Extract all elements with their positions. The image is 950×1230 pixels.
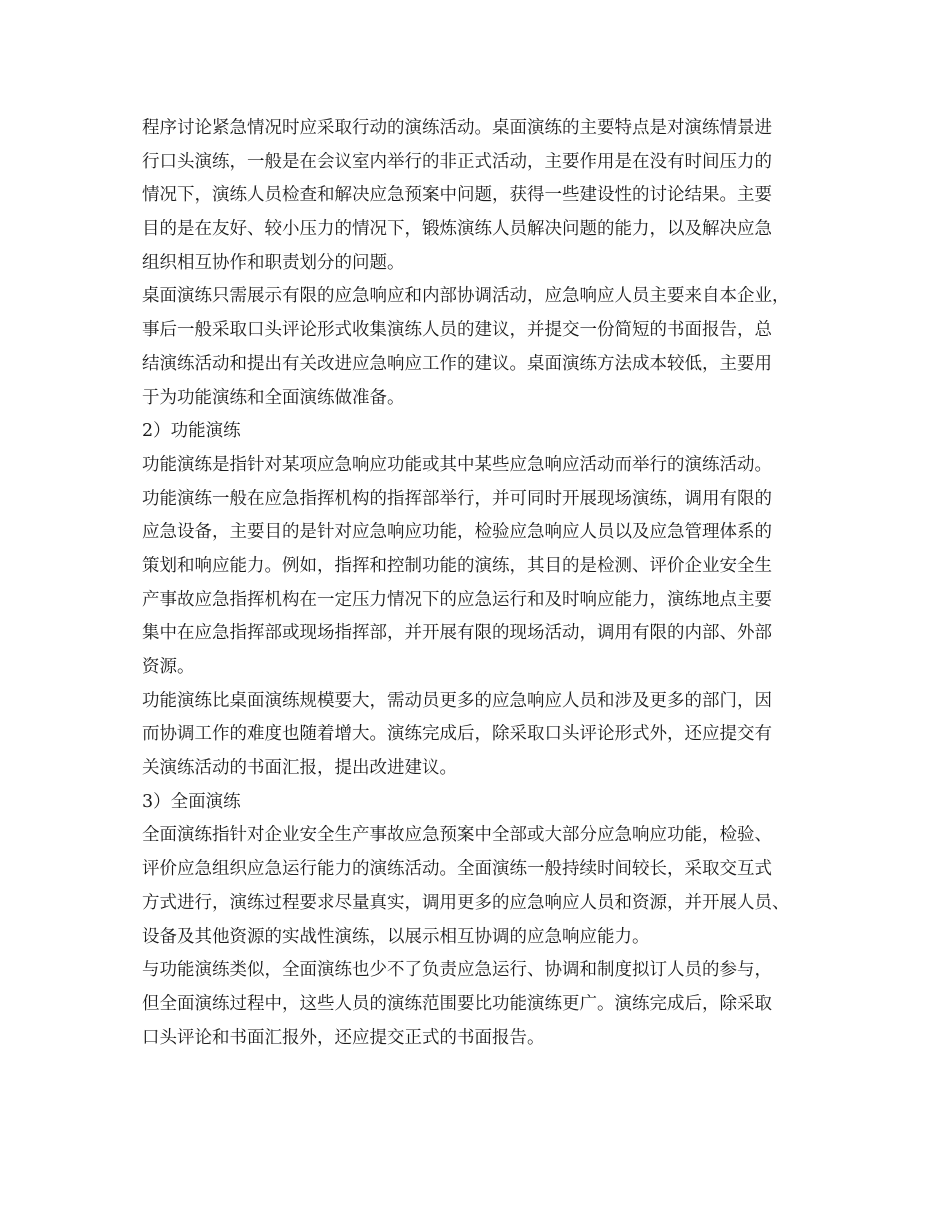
text-line: 功能演练是指针对某项应急响应功能或其中某些应急响应活动而举行的演练活动。 — [142, 454, 772, 475]
text-line: 设备及其他资源的实战性演练，以展示相互协调的应急响应能力。 — [142, 926, 650, 947]
text-line: 关演练活动的书面汇报，提出改进建议。 — [142, 758, 457, 779]
text-line: 组织相互协作和职责划分的问题。 — [142, 252, 405, 273]
section-heading: 3）全面演练 — [142, 791, 241, 812]
text-line: 情况下，演练人员检查和解决应急预案中问题，获得一些建设性的讨论结果。主要 — [142, 185, 772, 206]
text-line: 集中在应急指挥部或现场指挥部，并开展有限的现场活动，调用有限的内部、外部 — [142, 623, 772, 644]
text-line: 策划和响应能力。例如，指挥和控制功能的演练，其目的是检测、评价企业安全生 — [142, 555, 772, 576]
text-line: 产事故应急指挥机构在一定压力情况下的应急运行和及时响应能力，演练地点主要 — [142, 589, 772, 610]
text-line: 目的是在友好、较小压力的情况下，锻炼演练人员解决问题的能力，以及解决应急 — [142, 219, 772, 240]
text-line: 行口头演练，一般是在会议室内举行的非正式活动，主要作用是在没有时间压力的 — [142, 151, 772, 172]
text-line: 但全面演练过程中，这些人员的演练范围要比功能演练更广。演练完成后，除采取 — [142, 993, 772, 1014]
text-line: 结演练活动和提出有关改进应急响应工作的建议。桌面演练方法成本较低，主要用 — [142, 353, 772, 374]
text-line: 资源。 — [142, 657, 195, 677]
text-line: 口头评论和书面汇报外，还应提交正式的书面报告。 — [142, 1027, 545, 1048]
text-line: 事后一般采取口头评论形式收集演练人员的建议，并提交一份简短的书面报告，总 — [142, 320, 772, 341]
text-line: 而协调工作的难度也随着增大。演练完成后，除采取口头评论形式外，还应提交有 — [142, 724, 772, 745]
document-body — [142, 112, 832, 1055]
text-line: 与功能演练类似，全面演练也少不了负责应急运行、协调和制度拟订人员的参与， — [142, 960, 772, 981]
text-line: 桌面演练只需展示有限的应急响应和内部协调活动，应急响应人员主要来自本企业， — [142, 286, 790, 307]
text-line: 于为功能演练和全面演练做准备。 — [142, 387, 405, 408]
text-line: 功能演练一般在应急指挥机构的指挥部举行，并可同时开展现场演练，调用有限的 — [142, 488, 772, 509]
section-heading: 2）功能演练 — [142, 421, 241, 442]
text-line: 应急设备，主要目的是针对应急响应功能，检验应急响应人员以及应急管理体系的 — [142, 522, 772, 543]
text-line: 全面演练指针对企业安全生产事故应急预案中全部或大部分应急响应功能，检验、 — [142, 825, 772, 846]
text-line: 程序讨论紧急情况时应采取行动的演练活动。桌面演练的主要特点是对演练情景进 — [142, 118, 772, 138]
text-line: 方式进行，演练过程要求尽量真实，调用更多的应急响应人员和资源，并开展人员、 — [142, 892, 790, 913]
text-line: 功能演练比桌面演练规模要大，需动员更多的应急响应人员和涉及更多的部门，因 — [142, 690, 772, 711]
text-line: 评价应急组织应急运行能力的演练活动。全面演练一般持续时间较长，采取交互式 — [142, 859, 772, 880]
